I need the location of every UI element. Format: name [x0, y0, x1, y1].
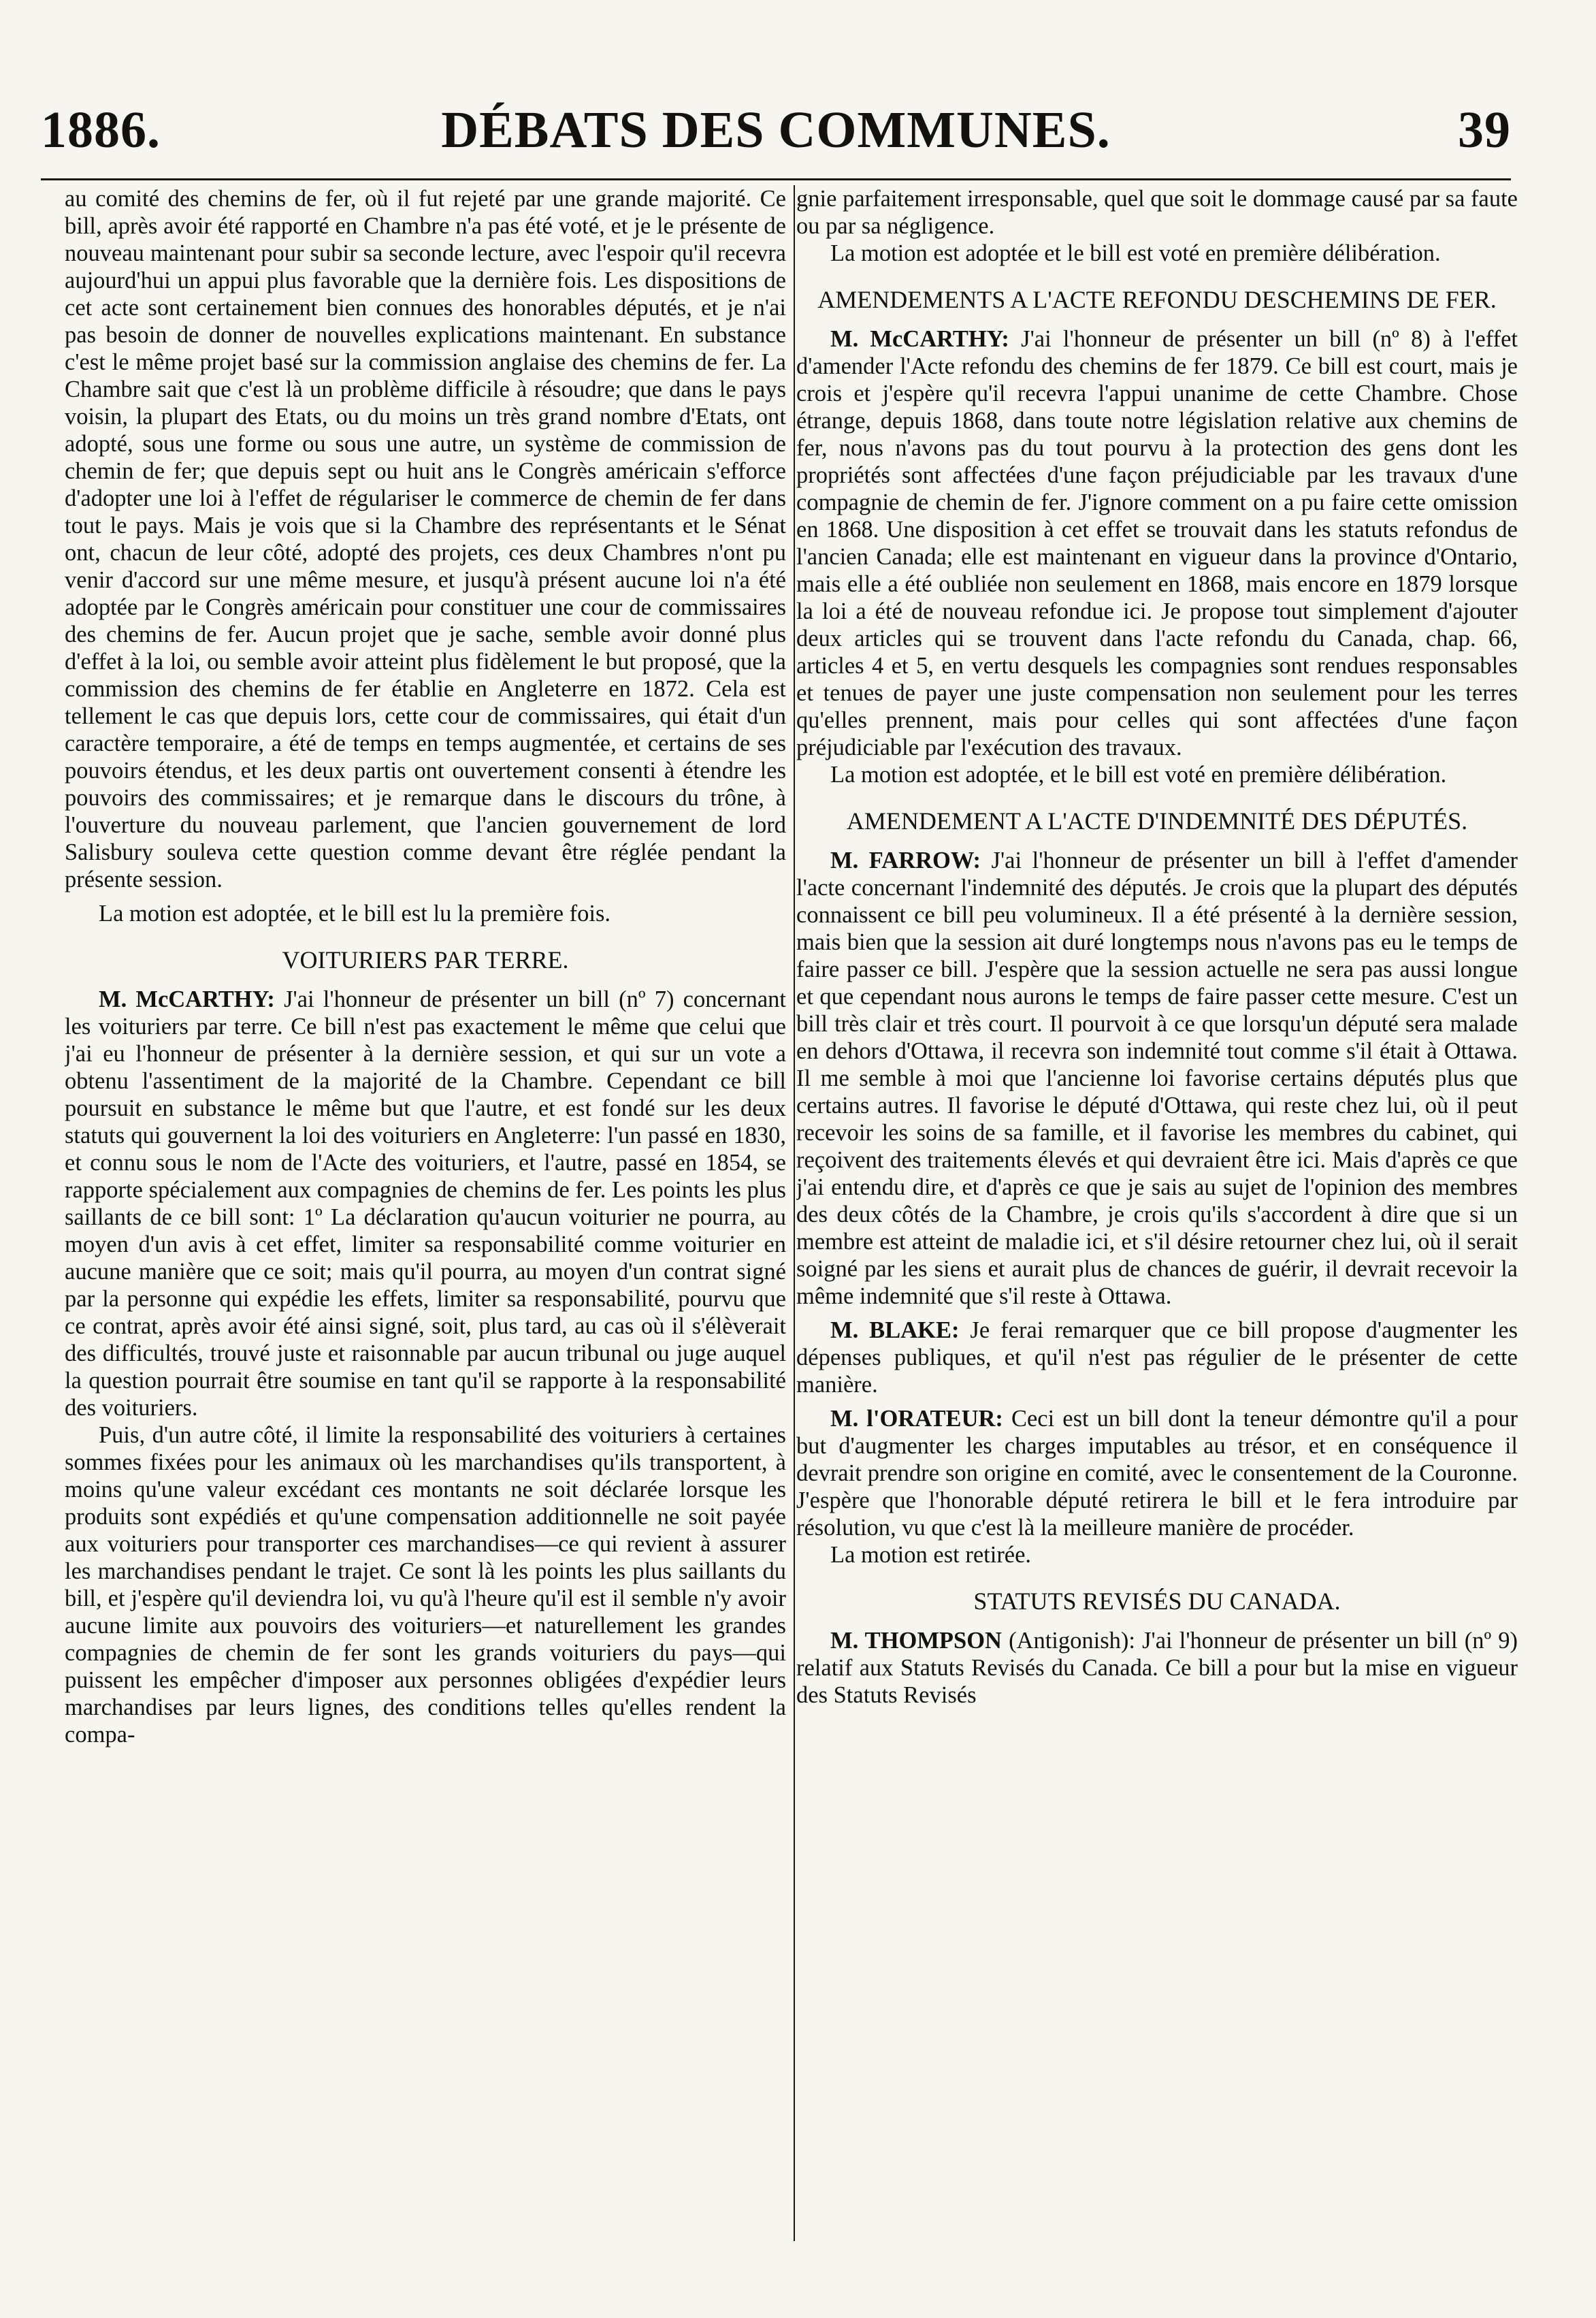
header-title: DÉBATS DES COMMUNES. [441, 101, 1111, 159]
right-speech-farrow [796, 847, 1518, 1310]
left-speech-mccarthy [65, 986, 786, 1421]
right-motion-withdrawn: La motion est retirée. [830, 1542, 1032, 1568]
speaker-name: M. McCARTHY: [830, 326, 1009, 352]
speech-text: J'ai l'honneur de présenter un bill (nº 7) concernant les voituriers par terre. Ce bill n'est pas exactement le même que celui que j'ai eu l'honneur de présenter à la dernière session, et qui sur un vote a obtenu l'assentiment de la majorité de la Chambre. Cependant ce bill poursuit en substance le même but que l'autre, et est fondé sur les deux statuts qui gouvernent la loi des voituriers en Angleterre: l'un passé en 1830, et connu sous le nom de l'Acte des voituriers, et l'autre, passé en 1854, se rapporte spécialement aux compagnies de chemins de fer. Les points les plus saillants de ce bill sont: 1º La déclaration qu'aucun voiturier ne pourra, au moyen d'un avis à cet effet, limiter sa responsabilité comme voiturier en aucune manière que ce soit; mais qu'il pourra, au moyen d'un contrat signé par la personne qui expédie les effets, limiter sa responsabilité, pourvu que ce contrat, après avoir été ainsi signé, soit, plus tard, au cas où il s'élèverait des difficultés, trouvé juste et raisonnable par aucun tribunal ou juge auquel la question pourrait être soumise en tant qu'il se rapporte à la responsabilité des voituriers. [65, 986, 786, 1421]
section-heading-indemnite: AMENDEMENT A L'ACTE D'INDEMNITÉ DES DÉPUTÉS. [846, 807, 1468, 835]
left-paragraph-1: au comité des chemins de fer, où il fut rejeté par une grande majorité. Ce bill, après avoir été rapporté en Chambre n'a pas été voté, et je le présente de nouveau maintenant pour subir sa seconde lecture, avec l'espoir qu'il recevra aujourd'hui un appui plus favorable que la dernière fois. Les dispositions de cet acte sont certainement bien connues des honorables députés, et je n'ai pas besoin de donner de nouvelles explications maintenant. En substance c'est le même projet basé sur la commission anglaise des chemins de fer. La Chambre sait que c'est là un problème difficile à résoudre; que dans le pays voisin, la plupart des Etats, ou du moins un très grand nombre d'Etats, ont adopté, sous une forme ou sous une autre, un système de commission de chemin de fer; que depuis sept ou huit ans le Congrès américain s'efforce d'adopter une loi à l'effet de régulariser le commerce de chemin de fer dans tout le pays. Mais je vois que si la Chambre des représentants et le Sénat ont, chacun de leur côté, adopté des projets, ces deux Chambres n'ont pu venir d'accord sur une même mesure, et jusqu'à présent aucune loi n'a été adoptée par le Congrès américain pour constituer une cour de commissaires des chemins de fer. Aucun projet que je sache, semble avoir donné plus d'effet à la loi, ou semble avoir atteint plus fidèlement le but proposé, que la commission des chemins de fer établie en Angleterre en 1872. Cela est tellement le cas que depuis lors, cette cour de commissaires, qui était d'un caractère temporaire, a été de temps en temps augmentée, et certains de ses pouvoirs étendus, et les deux partis ont ouvertement consenti à étendre les pouvoirs des commissaires; et je remarque dans le discours du trône, à l'ouverture du nouveau parlement, que l'ancien gouvernement de lord Salisbury souleva cette question comme devant être réglée pendant la présente session. [65, 186, 786, 892]
right-speech-orateur [796, 1405, 1518, 1541]
speech-text: J'ai l'honneur de présenter un bill à l'effet d'amender l'acte concernant l'indemnité des députés. Je crois que la plupart des députés connaissent ce bill peu volumineux. Il a été présenté à la dernière session, mais bien que la session ait duré longtemps nous n'avons pas eu le temps de faire passer ce bill. J'espère que la session actuelle ne sera pas aussi longue et que cependant nous aurons le temps de faire passer cette mesure. C'est un bill très clair et très court. Il pourvoit à ce que lorsqu'un député sera malade en dehors d'Ottawa, il recevra son indemnité tout comme s'il était à Ottawa. Il me semble à moi que l'ancienne loi favorise certains députés plus que certains autres. Il favorise le député d'Ottawa, qui reste chez lui, où il peut recevoir les soins de sa famille, et il favorise les membres du cabinet, qui reçoivent des traitements élevés et qui devraient être ici. Mais d'après ce que j'ai entendu dire, et d'après ce que je sais au sujet de l'opinion des membres des deux côtés de la Chambre, je crois qu'ils s'accordent à dire que si un membre est atteint de maladie ici, et s'il désire retourner chez lui, où il serait soigné par les siens et aurait plus de chances de guérir, il devrait recevoir la même indemnité que s'il reste à Ottawa. [796, 848, 1518, 1309]
speech-text: Ceci est un bill dont la teneur démontre qu'il a pour but d'augmenter les charges imputables au trésor, et en conséquence il devrait prendre son origine en comité, avec le consentement de la Couronne. J'espère que l'honorable député retirera le bill et le fera introduire par résolution, vu que c'est là la meilleure manière de procéder. [796, 1406, 1518, 1541]
section-heading-statuts: STATUTS REVISÉS DU CANADA. [973, 1588, 1341, 1615]
speaker-name: M. THOMPSON [830, 1628, 1002, 1654]
speech-text: (Antigonish): J'ai l'honneur de présenter un bill (nº 9) relatif aux Statuts Revisés du Canada. Ce bill a pour but la mise en vigueur des Statuts Revisés [796, 1628, 1518, 1708]
left-motion-adopted: La motion est adoptée, et le bill est lu la première fois. [99, 901, 611, 927]
right-speech-blake [796, 1317, 1518, 1398]
speech-text: J'ai l'honneur de présenter un bill (nº 8) à l'effet d'amender l'Acte refondu des chemins de fer 1879. Ce bill est court, mais je crois et j'espère qu'il recevra l'appui unanime de cette Chambre. Chose étrange, depuis 1868, dans toute notre législation relative aux chemins de fer, nous n'avons pas du tout pourvu à la protection des gens dont les propriétés sont affectées d'une façon préjudiciable par les travaux d'une compagnie de chemin de fer. J'ignore comment on a pu faire cette omission en 1868. Une disposition à cet effet se trouvait dans les statuts refondus de l'ancien Canada; elle est maintenant en vigueur dans la province d'Ontario, mais elle a été oubliée non seulement en 1868, mais encore en 1879 lorsque la loi a été de nouveau refondue ici. Je propose tout simplement d'ajouter deux articles qui se trouvent dans l'acte refondu du Canada, chap. 66, articles 4 et 5, en vertu desquels les compagnies sont rendues responsables et tenues de payer une juste compensation non seulement pour les terres qu'elles prennent, mais pour celles qui sont affectées d'une façon préjudiciable par l'exécution des travaux. [796, 326, 1518, 760]
speaker-name: M. BLAKE: [830, 1317, 960, 1343]
speech-text: Je ferai remarquer que ce bill propose d'augmenter les dépenses publiques, et qu'il n'est pas régulier de le présenter de cette manière. [796, 1317, 1518, 1398]
section-heading-voituriers: VOITURIERS PAR TERRE. [282, 946, 569, 973]
right-speech-thompson [796, 1627, 1518, 1709]
right-motion-adopted-2: La motion est adoptée, et le bill est voté en première délibération. [830, 762, 1447, 788]
right-paragraph-1: gnie parfaitement irresponsable, quel que soit le dommage causé par sa faute ou par sa négligence. [796, 186, 1518, 239]
column-divider [794, 185, 795, 2241]
right-speech-mccarthy [796, 325, 1518, 761]
speaker-name: M. McCARTHY: [99, 986, 275, 1012]
speaker-name: M. FARROW: [830, 848, 981, 873]
right-motion-adopted-1: La motion est adoptée et le bill est voté en première délibération. [830, 240, 1441, 266]
left-column [65, 185, 786, 2241]
header-rule [41, 178, 1511, 180]
header-year: 1886. [41, 101, 161, 159]
page-header [41, 87, 1511, 176]
section-heading-chemins-de-fer: AMENDEMENTS A L'ACTE REFONDU DESCHEMINS DE FER. [817, 286, 1497, 313]
header-page-number: 39 [1458, 101, 1511, 159]
left-paragraph-4: Puis, d'un autre côté, il limite la responsabilité des voituriers à certaines sommes fixées pour les animaux où les marchandises qu'ils transportent, à moins qu'une valeur excédant ces montants ne soit déclarée lorsque les produits sont expédiés et qu'une compensation additionnelle ne soit payée aux voituriers pour transporter ces marchandises—ce qui revient à assurer les marchandises pendant le trajet. Ce sont là les points les plus saillants du bill, et j'espère qu'il deviendra loi, vu qu'à l'heure qu'il est il semble n'y avoir aucune limite aux pouvoirs des voituriers—et naturellement les grandes compagnies de chemin de fer sont les grands voituriers du pays—qui puissent les empêcher d'imposer aux personnes obligées d'expédier leurs marchandises par leurs lignes, des conditions telles qu'elles rendent la compa- [65, 1422, 786, 1748]
right-column [796, 185, 1518, 2241]
speaker-name: M. l'ORATEUR: [830, 1406, 1003, 1432]
